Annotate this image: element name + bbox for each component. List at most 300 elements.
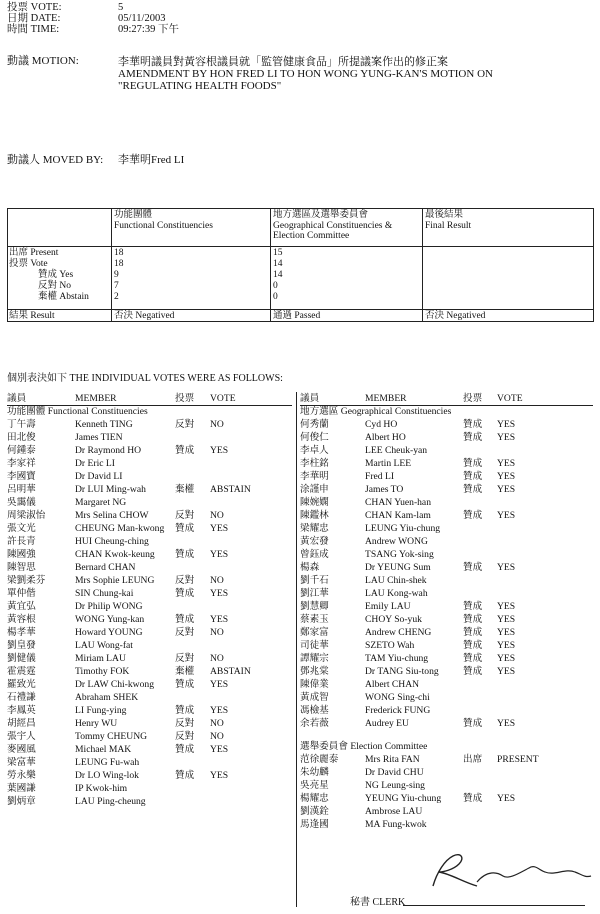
vote-zh: 贊成 xyxy=(175,744,195,755)
fc-vote: 18 xyxy=(114,259,124,269)
member-name-en: Tommy CHEUNG xyxy=(75,731,148,742)
member-name-en: NG Leung-sing xyxy=(365,780,425,791)
member-row xyxy=(300,626,593,639)
member-name-zh: 蔡素玉 xyxy=(300,614,329,625)
member-row xyxy=(300,431,593,444)
vote-en: YES xyxy=(210,705,229,716)
summary-row-result xyxy=(9,311,55,322)
member-name-zh: 梁富華 xyxy=(7,757,36,768)
member-name-zh: 朱幼麟 xyxy=(300,767,329,778)
member-name-en: LAU Ping-cheung xyxy=(75,796,146,807)
member-name-en: CHAN Kwok-keung xyxy=(75,549,155,560)
date-label: 日期 DATE: xyxy=(7,13,61,24)
member-name-zh: 黃容根 xyxy=(7,614,36,625)
member-name-zh: 譚耀宗 xyxy=(300,653,329,664)
member-row xyxy=(300,600,593,613)
member-name-en: CHOY So-yuk xyxy=(365,614,422,625)
member-name-zh: 李華明 xyxy=(300,471,329,482)
member-row xyxy=(7,470,292,483)
vote-en: NO xyxy=(210,653,224,664)
member-name-zh: 胡經昌 xyxy=(7,718,36,729)
member-name-zh: 吳亮星 xyxy=(300,780,329,791)
member-row xyxy=(300,587,593,600)
member-name-zh: 黃宏發 xyxy=(300,536,329,547)
vote-zh: 贊成 xyxy=(463,718,483,729)
header-labels xyxy=(7,2,62,35)
member-row xyxy=(7,483,292,496)
row-label: 結果 Result xyxy=(9,311,55,321)
member-zh-header: 議員 xyxy=(7,393,27,404)
member-row xyxy=(7,626,292,639)
member-name-zh: 李鳳英 xyxy=(7,705,36,716)
member-row xyxy=(7,678,292,691)
member-name-en: Howard YOUNG xyxy=(75,627,143,638)
row-label: 棄權 Abstain xyxy=(38,292,89,302)
member-name-zh: 黃成智 xyxy=(300,692,329,703)
vote-en: YES xyxy=(497,653,516,664)
member-row xyxy=(300,418,593,431)
fc-abstain: 2 xyxy=(114,292,119,302)
time-label: 時間 TIME: xyxy=(7,24,60,35)
member-name-en: Dr LAW Chi-kwong xyxy=(75,679,154,690)
member-row xyxy=(300,665,593,678)
member-name-en: Abraham SHEK xyxy=(75,692,139,703)
vote-zh: 贊成 xyxy=(463,793,483,804)
member-name-zh: 鄭家富 xyxy=(300,627,329,638)
vote-zh-header: 投票 xyxy=(463,393,483,404)
member-name-zh: 羅致光 xyxy=(7,679,36,690)
member-row xyxy=(300,496,593,509)
vote-zh: 贊成 xyxy=(463,640,483,651)
vote-en: YES xyxy=(497,510,516,521)
vote-zh: 贊成 xyxy=(175,549,195,560)
member-name-en: Timothy FOK xyxy=(75,666,130,677)
header-final-en: Final Result xyxy=(425,220,472,231)
summary-divider xyxy=(8,246,593,247)
member-name-zh: 涂謹申 xyxy=(300,484,329,495)
votes-header-left xyxy=(7,392,292,406)
member-name-en: Martin LEE xyxy=(365,458,412,469)
member-name-zh: 余若薇 xyxy=(300,718,329,729)
member-name-en: Ambrose LAU xyxy=(365,806,423,817)
vote-en: NO xyxy=(210,718,224,729)
section-title-geographical: 地方選區 Geographical Constituencies xyxy=(300,406,452,417)
vote-zh: 贊成 xyxy=(175,679,195,690)
vote-en: NO xyxy=(210,731,224,742)
gc-present: 15 xyxy=(273,248,283,258)
vote-label: 投票 VOTE: xyxy=(7,2,62,13)
vote-en: YES xyxy=(497,718,516,729)
member-name-en: Dr TANG Siu-tong xyxy=(365,666,439,677)
vote-en: NO xyxy=(210,627,224,638)
header-functional-en: Functional Constituencies xyxy=(114,220,213,231)
vote-zh: 贊成 xyxy=(463,484,483,495)
vote-en: NO xyxy=(210,510,224,521)
member-name-zh: 劉炳章 xyxy=(7,796,36,807)
member-name-en: Andrew CHENG xyxy=(365,627,432,638)
vote-zh: 贊成 xyxy=(175,705,195,716)
vote-en: YES xyxy=(497,601,516,612)
header-geographical-en: Geographical Constituencies & xyxy=(273,220,393,231)
member-name-zh: 黃宜弘 xyxy=(7,601,36,612)
member-en-header: MEMBER xyxy=(365,393,407,404)
vote-en: YES xyxy=(497,432,516,443)
vote-en: YES xyxy=(210,679,229,690)
member-row xyxy=(300,574,593,587)
member-name-zh: 吳靄儀 xyxy=(7,497,36,508)
summary-row-abstain xyxy=(38,292,89,303)
member-name-en: CHAN Kam-lam xyxy=(365,510,431,521)
member-row xyxy=(300,522,593,535)
vote-zh: 贊成 xyxy=(463,471,483,482)
summary-divider xyxy=(422,209,423,321)
vote-en: PRESENT xyxy=(497,754,539,765)
member-name-zh: 陳國強 xyxy=(7,549,36,560)
member-name-en: Dr David CHU xyxy=(365,767,424,778)
gc-abstain: 0 xyxy=(273,292,278,302)
vote-zh: 贊成 xyxy=(463,419,483,430)
functional-constituencies-list xyxy=(7,405,292,808)
vote-zh: 贊成 xyxy=(463,601,483,612)
member-row xyxy=(300,509,593,522)
header-functional xyxy=(114,210,213,231)
summary-row-yes xyxy=(38,270,73,281)
member-name-en: Mrs Sophie LEUNG xyxy=(75,575,155,586)
member-name-en: TAM Yiu-chung xyxy=(365,653,429,664)
member-name-en: Margaret NG xyxy=(75,497,127,508)
member-name-en: Dr LO Wing-lok xyxy=(75,770,139,781)
vote-zh: 出席 xyxy=(463,754,483,765)
summary-divider xyxy=(111,209,112,321)
member-name-en: Dr David LI xyxy=(75,471,123,482)
section-title-functional: 功能團體 Functional Constituencies xyxy=(7,406,148,417)
member-row xyxy=(300,805,593,818)
vote-en: ABSTAIN xyxy=(210,666,251,677)
member-name-en: James TO xyxy=(365,484,404,495)
vote-zh: 贊成 xyxy=(463,510,483,521)
member-name-zh: 何秀蘭 xyxy=(300,419,329,430)
member-row xyxy=(7,756,292,769)
vote-zh: 棄權 xyxy=(175,666,195,677)
vote-en: YES xyxy=(210,523,229,534)
vote-zh: 贊成 xyxy=(175,614,195,625)
member-row xyxy=(300,766,593,779)
member-name-zh: 馮檢基 xyxy=(300,705,329,716)
member-row xyxy=(7,587,292,600)
member-name-zh: 陳鑑林 xyxy=(300,510,329,521)
member-name-en: LEE Cheuk-yan xyxy=(365,445,428,456)
member-name-zh: 李家祥 xyxy=(7,458,36,469)
member-row xyxy=(300,639,593,652)
member-row xyxy=(7,444,292,457)
member-row xyxy=(7,509,292,522)
vote-en: YES xyxy=(497,471,516,482)
summary-table xyxy=(7,208,594,322)
member-name-zh: 馬逢國 xyxy=(300,819,329,830)
row-label: 贊成 Yes xyxy=(38,270,74,280)
vote-en: ABSTAIN xyxy=(210,484,251,495)
member-name-zh: 楊耀忠 xyxy=(300,793,329,804)
votes-header-right xyxy=(300,392,593,406)
member-row xyxy=(7,457,292,470)
member-name-zh: 單仲偕 xyxy=(7,588,36,599)
header-final-zh: 最後結果 xyxy=(425,210,464,220)
vote-zh: 贊成 xyxy=(463,614,483,625)
member-name-zh: 陳偉業 xyxy=(300,679,329,690)
member-name-zh: 張宇人 xyxy=(7,731,36,742)
member-name-en: Emily LAU xyxy=(365,601,411,612)
member-name-zh: 楊孝華 xyxy=(7,627,36,638)
member-row xyxy=(7,639,292,652)
member-row xyxy=(300,691,593,704)
vote-en: YES xyxy=(497,666,516,677)
member-row xyxy=(7,795,292,808)
vote-zh-header: 投票 xyxy=(175,393,195,404)
member-row xyxy=(300,717,593,730)
member-name-zh: 李國寶 xyxy=(7,471,36,482)
motion-label: 動議 MOTION: xyxy=(7,55,79,67)
member-name-zh: 何鍾泰 xyxy=(7,445,36,456)
member-name-en: WONG Sing-chi xyxy=(365,692,430,703)
member-name-en: Albert HO xyxy=(365,432,406,443)
member-zh-header: 議員 xyxy=(300,393,320,404)
member-name-en: SZETO Wah xyxy=(365,640,415,651)
member-row xyxy=(7,535,292,548)
clerk-signature xyxy=(425,842,595,894)
member-name-en: SIN Chung-kai xyxy=(75,588,134,599)
member-name-zh: 曾鈺成 xyxy=(300,549,329,560)
vote-zh: 贊成 xyxy=(463,627,483,638)
summary-divider xyxy=(270,209,271,321)
member-name-en: Dr LUI Ming-wah xyxy=(75,484,146,495)
member-row xyxy=(300,470,593,483)
vote-zh: 贊成 xyxy=(463,562,483,573)
moved-by-label: 動議人 MOVED BY: xyxy=(7,154,104,166)
member-row xyxy=(7,431,292,444)
row-label: 反對 No xyxy=(38,281,71,291)
member-name-zh: 許長青 xyxy=(7,536,36,547)
individual-votes-title: 個別表決如下 THE INDIVIDUAL VOTES WERE AS FOLLOWS: xyxy=(7,373,283,384)
member-row xyxy=(7,730,292,743)
member-row xyxy=(300,613,593,626)
vote-date: 05/11/2003 xyxy=(118,13,166,24)
vote-zh: 贊成 xyxy=(463,653,483,664)
gc-no: 0 xyxy=(273,281,278,291)
summary-row-vote xyxy=(9,259,48,270)
vote-en: YES xyxy=(210,549,229,560)
member-name-en: Andrew WONG xyxy=(365,536,428,547)
section-title-election-committee: 選舉委員會 Election Committee xyxy=(300,741,428,752)
member-name-zh: 劉江華 xyxy=(300,588,329,599)
member-row xyxy=(300,535,593,548)
member-name-en: Audrey EU xyxy=(365,718,409,729)
vote-en: YES xyxy=(497,458,516,469)
member-name-zh: 楊森 xyxy=(300,562,320,573)
member-name-en: LAU Kong-wah xyxy=(365,588,428,599)
member-name-en: LAU Wong-fat xyxy=(75,640,133,651)
member-row xyxy=(7,561,292,574)
vote-zh: 反對 xyxy=(175,627,195,638)
vote-zh: 贊成 xyxy=(175,445,195,456)
member-name-en: Fred LI xyxy=(365,471,395,482)
member-row xyxy=(7,782,292,795)
member-name-en: MA Fung-kwok xyxy=(365,819,427,830)
vote-zh: 贊成 xyxy=(175,523,195,534)
section-spacer xyxy=(300,730,593,740)
member-row xyxy=(7,665,292,678)
member-row xyxy=(300,457,593,470)
summary-row-present xyxy=(9,248,58,259)
member-name-en: CHAN Yuen-han xyxy=(365,497,431,508)
vote-en: NO xyxy=(210,419,224,430)
vote-zh: 贊成 xyxy=(463,432,483,443)
member-name-zh: 梁耀忠 xyxy=(300,523,329,534)
member-name-zh: 劉千石 xyxy=(300,575,329,586)
vote-en-header: VOTE xyxy=(210,393,236,404)
member-row xyxy=(7,600,292,613)
motion-line-en-2: "REGULATING HEALTH FOODS" xyxy=(118,80,282,92)
header-functional-zh: 功能團體 xyxy=(114,210,153,220)
row-label: 投票 Vote xyxy=(9,259,48,269)
member-name-zh: 范徐麗泰 xyxy=(300,754,339,765)
member-row xyxy=(7,704,292,717)
vote-en: YES xyxy=(210,445,229,456)
header-final xyxy=(425,210,471,231)
header-geographical-en-2: Election Committee xyxy=(273,231,350,241)
moved-by-value: 李華明Fred LI xyxy=(118,154,185,166)
member-name-en: TSANG Yok-sing xyxy=(365,549,434,560)
member-name-en: Albert CHAN xyxy=(365,679,420,690)
vote-zh: 贊成 xyxy=(463,666,483,677)
vote-en: NO xyxy=(210,575,224,586)
member-row xyxy=(7,691,292,704)
member-name-zh: 李卓人 xyxy=(300,445,329,456)
vote-number: 5 xyxy=(118,2,124,13)
member-row xyxy=(300,678,593,691)
member-row xyxy=(7,613,292,626)
clerk-label: 秘書 CLERK xyxy=(350,897,406,908)
member-row xyxy=(7,743,292,756)
member-name-en: LI Fung-ying xyxy=(75,705,127,716)
clerk-signature-line xyxy=(403,905,585,906)
member-name-en: Henry WU xyxy=(75,718,118,729)
member-name-en: YEUNG Yiu-chung xyxy=(365,793,442,804)
gc-yes: 14 xyxy=(273,270,283,280)
member-name-en: LAU Chin-shek xyxy=(365,575,427,586)
vote-time: 09:27:39 下午 xyxy=(118,24,179,35)
member-name-zh: 鄧兆棠 xyxy=(300,666,329,677)
member-name-en: Mrs Selina CHOW xyxy=(75,510,149,521)
vote-en: YES xyxy=(210,770,229,781)
vote-zh: 贊成 xyxy=(175,588,195,599)
header-geographical xyxy=(273,210,392,242)
vote-zh: 反對 xyxy=(175,510,195,521)
member-row xyxy=(7,548,292,561)
member-name-en: CHEUNG Man-kwong xyxy=(75,523,165,534)
member-row xyxy=(300,818,593,831)
member-name-zh: 司徒華 xyxy=(300,640,329,651)
member-name-zh: 霍震霆 xyxy=(7,666,36,677)
member-name-en: WONG Yung-kan xyxy=(75,614,145,625)
member-row xyxy=(7,769,292,782)
geographical-constituencies-list xyxy=(300,405,593,831)
vote-en: YES xyxy=(497,640,516,651)
motion-line-en-1: AMENDMENT BY HON FRED LI TO HON WONG YUNG-KAN'S MOTION ON xyxy=(118,68,493,80)
fc-result: 否決 Negatived xyxy=(114,311,175,321)
vote-en: YES xyxy=(210,744,229,755)
member-row xyxy=(300,779,593,792)
gc-vote: 14 xyxy=(273,259,283,269)
member-name-en: Miriam LAU xyxy=(75,653,126,664)
member-row xyxy=(300,652,593,665)
summary-divider xyxy=(8,309,593,310)
vote-zh: 贊成 xyxy=(175,770,195,781)
fc-no: 7 xyxy=(114,281,119,291)
member-row xyxy=(7,717,292,730)
member-name-zh: 周梁淑怡 xyxy=(7,510,46,521)
vote-zh: 反對 xyxy=(175,653,195,664)
member-name-en: Dr Philip WONG xyxy=(75,601,143,612)
member-name-en: Mrs Rita FAN xyxy=(365,754,420,765)
member-name-zh: 劉皇發 xyxy=(7,640,36,651)
vote-en: YES xyxy=(210,588,229,599)
member-name-en: Cyd HO xyxy=(365,419,398,430)
member-row xyxy=(7,574,292,587)
vote-en: YES xyxy=(497,627,516,638)
member-row xyxy=(300,792,593,805)
member-name-zh: 丁午壽 xyxy=(7,419,36,430)
member-row xyxy=(7,522,292,535)
vote-en-header: VOTE xyxy=(497,393,523,404)
vote-en: YES xyxy=(497,419,516,430)
member-name-en: Dr YEUNG Sum xyxy=(365,562,431,573)
member-name-zh: 劉漢銓 xyxy=(300,806,329,817)
vote-zh: 反對 xyxy=(175,419,195,430)
motion-line-zh: 李華明議員對黃容根議員就「監管健康食品」所提議案作出的修正案 xyxy=(118,56,448,68)
header-values xyxy=(118,2,179,35)
member-name-en: Michael MAK xyxy=(75,744,132,755)
member-name-zh: 劉慧卿 xyxy=(300,601,329,612)
member-name-en: LEUNG Fu-wah xyxy=(75,757,140,768)
member-name-en: Dr Eric LI xyxy=(75,458,115,469)
fc-present: 18 xyxy=(114,248,124,258)
member-name-zh: 張文光 xyxy=(7,523,36,534)
member-row xyxy=(300,483,593,496)
member-name-zh: 石禮謙 xyxy=(7,692,36,703)
column-divider xyxy=(296,392,297,907)
summary-row-no xyxy=(38,281,71,292)
member-row xyxy=(300,548,593,561)
member-name-zh: 李柱銘 xyxy=(300,458,329,469)
member-name-zh: 勞永樂 xyxy=(7,770,36,781)
vote-en: YES xyxy=(210,614,229,625)
member-name-en: Dr Raymond HO xyxy=(75,445,142,456)
gc-result: 通過 Passed xyxy=(273,311,321,321)
member-row xyxy=(300,444,593,457)
vote-zh: 反對 xyxy=(175,575,195,586)
member-row xyxy=(7,418,292,431)
member-name-en: LEUNG Yiu-chung xyxy=(365,523,441,534)
member-name-zh: 田北俊 xyxy=(7,432,36,443)
member-name-zh: 呂明華 xyxy=(7,484,36,495)
member-name-zh: 麥國風 xyxy=(7,744,36,755)
member-name-zh: 陳婉嫻 xyxy=(300,497,329,508)
member-name-en: Bernard CHAN xyxy=(75,562,136,573)
member-name-en: IP Kwok-him xyxy=(75,783,128,794)
motion-text xyxy=(118,56,588,92)
fc-yes: 9 xyxy=(114,270,119,280)
member-name-zh: 梁劉柔芬 xyxy=(7,575,46,586)
